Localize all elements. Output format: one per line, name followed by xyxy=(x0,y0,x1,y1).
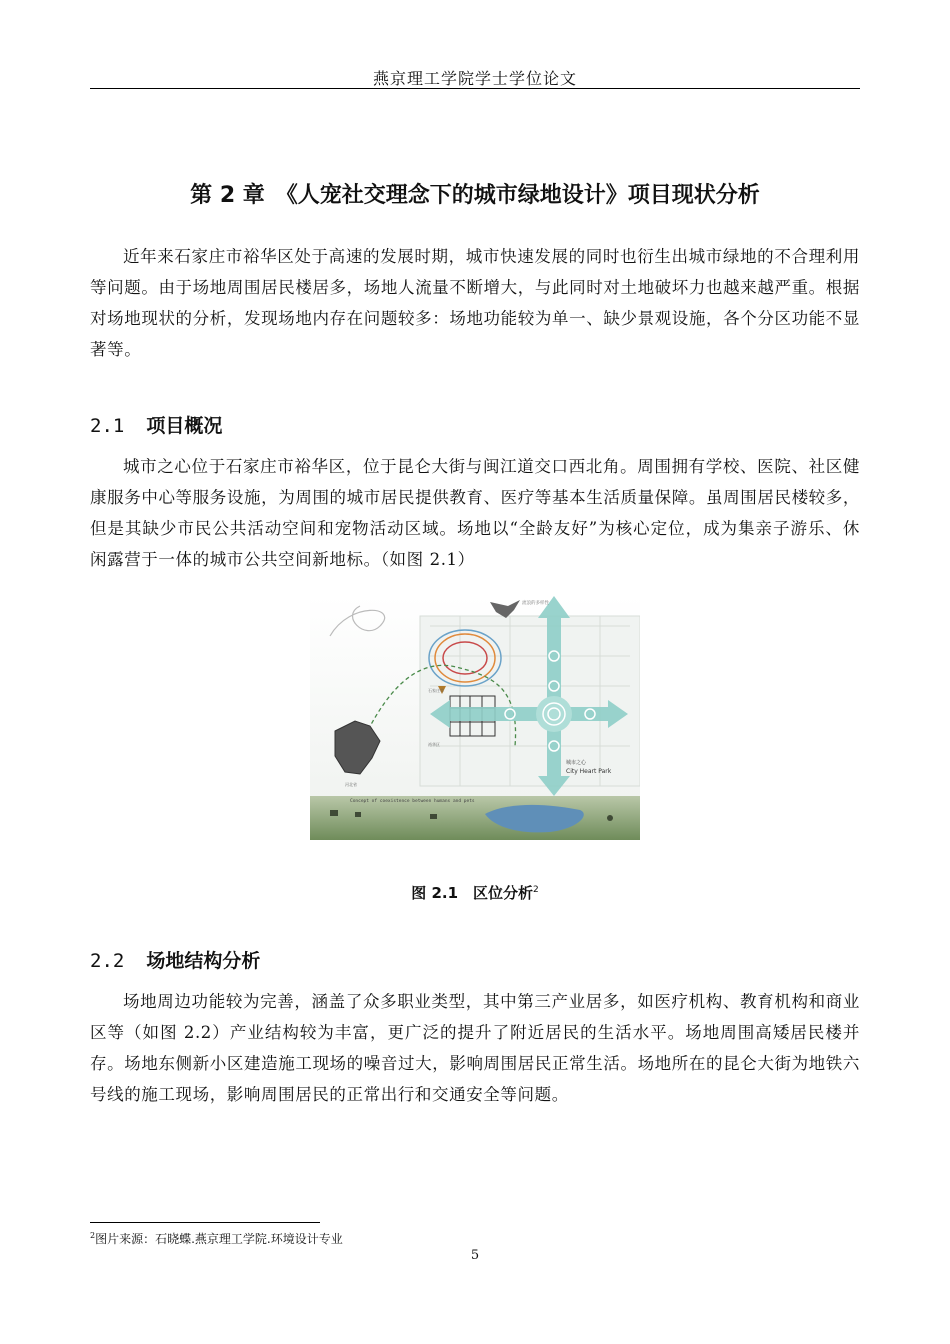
banner-text: Concept of coexistence between humans and pets xyxy=(350,799,475,804)
section-title: 场地结构分析 xyxy=(146,950,261,972)
map-label-2: 裕华区 xyxy=(428,742,440,747)
map-label-1: 石家庄市 xyxy=(428,688,444,693)
caption-text: 图 2.1 区位分析 xyxy=(411,884,534,902)
chapter-title: 第 2 章 《人宠社交理念下的城市绿地设计》项目现状分析 xyxy=(190,183,760,208)
footnote xyxy=(90,1230,343,1247)
footnote-rule xyxy=(90,1222,320,1223)
park-label: City Heart Park xyxy=(566,768,612,775)
section-2-2-paragraph: 场地周边功能较为完善，涵盖了众多职业类型，其中第三产业居多，如医疗机构、教育机构和商业区等（如图 2.2）产业结构较为丰富，更广泛的提升了附近居民的生活水平。场地周围高矮居民楼并存。场地东侧新小区建造施工现场的噪音过大，影响周围居民正常生活。场地所在的昆仑大街为地铁六号线的施工现场，影响周围居民的正常出行和交通安全等问题。 xyxy=(90,992,860,1104)
section-number: 2.2 xyxy=(90,950,125,972)
city-grid xyxy=(420,616,640,786)
header-rule xyxy=(90,88,860,89)
bird-label: 流浪的多样性 xyxy=(522,601,549,606)
section-2-1-paragraph: 城市之心位于石家庄市裕华区，位于昆仑大街与闽江道交口西北角。周围拥有学校、医院、社区健康服务中心等服务设施，为周围的城市居民提供教育、医疗等基本生活质量保障。虽周围居民楼较多，但是其缺少市民公共活动空间和宠物活动区域。场地以“全龄友好”为核心定位，成为集亲子游乐、休闲露营于一体的城市公共空间新地标。（如图 2.1） xyxy=(90,457,860,569)
location-map-illustration xyxy=(310,596,640,840)
caption-footnote-ref[interactable]: 2 xyxy=(533,885,539,895)
section-number: 2.1 xyxy=(90,415,125,437)
section-heading-2-1 xyxy=(90,411,222,438)
figure-caption xyxy=(90,882,860,903)
location-analysis-figure xyxy=(310,596,640,840)
footnote-text: 图片来源：石晓蝶.燕京理工学院.环境设计专业 xyxy=(95,1232,343,1246)
section-heading-2-2 xyxy=(90,946,260,973)
section-title: 项目概况 xyxy=(146,415,223,437)
footnote-marker: 2 xyxy=(90,1231,96,1240)
park-label-cn: 城市之心 xyxy=(566,760,587,766)
running-header: 燕京理工学院学士学位论文 xyxy=(372,69,577,88)
province-label: 河北省 xyxy=(345,782,357,787)
page-number: 5 xyxy=(470,1248,480,1263)
intro-paragraph: 近年来石家庄市裕华区处于高速的发展时期，城市快速发展的同时也衍生出城市绿地的不合理利用等问题。由于场地周围居民楼居多，场地人流量不断增大，与此同时对土地破坏力也越来越严重。根据对场地现状的分析，发现场地内存在问题较多：场地功能较为单一、缺少景观设施，各个分区功能不显著等。 xyxy=(90,247,860,359)
